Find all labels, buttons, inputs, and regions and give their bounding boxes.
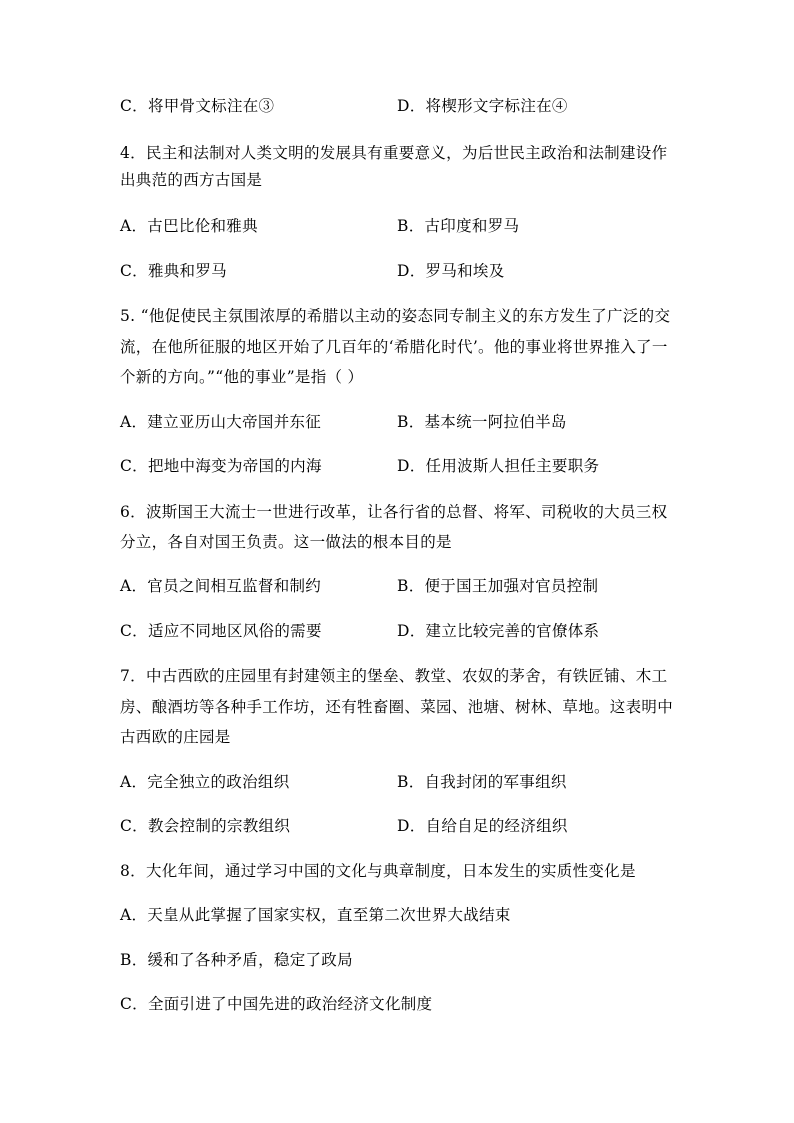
q7-stem-line-3: 古西欧的庄园是 bbox=[120, 728, 231, 746]
q7-stem-line-1: 7．中古西欧的庄园里有封建领主的堡垒、教堂、农奴的茅舍，有铁匠铺、木工 bbox=[120, 667, 668, 685]
q6-option-b: B．便于国王加强对官员控制 bbox=[397, 577, 599, 595]
q5-stem-line-3: 个新的方向。”“他的事业”是指（ ） bbox=[120, 368, 364, 386]
q5-stem-line-2: 流，在他所征服的地区开始了几百年的‘希腊化时代’。他的事业将世界推入了一 bbox=[120, 338, 668, 356]
q8-stem-line-1: 8．大化年间，通过学习中国的文化与典章制度，日本发生的实质性变化是 bbox=[120, 862, 636, 880]
q7-option-b: B．自我封闭的军事组织 bbox=[397, 773, 567, 791]
q4-option-d: D．罗马和埃及 bbox=[397, 262, 505, 280]
q8-option-b: B．缓和了各种矛盾，稳定了政局 bbox=[120, 951, 353, 969]
q5-stem-line-1: 5. “他促使民主氛围浓厚的希腊以主动的姿态同专制主义的东方发生了广泛的交 bbox=[120, 307, 671, 325]
q7-option-a: A．完全独立的政治组织 bbox=[120, 773, 290, 791]
q5-option-a: A．建立亚历山大帝国并东征 bbox=[120, 413, 322, 431]
q4-option-b: B．古印度和罗马 bbox=[397, 217, 520, 235]
q3-option-c: C．将甲骨文标注在③ bbox=[120, 97, 275, 115]
q7-option-c: C．教会控制的宗教组织 bbox=[120, 817, 291, 835]
q5-option-d: D．任用波斯人担任主要职务 bbox=[397, 457, 600, 475]
q6-option-c: C．适应不同地区风俗的需要 bbox=[120, 622, 322, 640]
q7-option-d: D．自给自足的经济组织 bbox=[397, 817, 568, 835]
q4-option-a: A．古巴比伦和雅典 bbox=[120, 217, 258, 235]
q7-stem-line-2: 房、酿酒坊等各种手工作坊，还有牲畜圈、菜园、池塘、树林、草地。这表明中 bbox=[120, 698, 674, 716]
q6-stem-line-2: 分立，各自对国王负责。这一做法的根本目的是 bbox=[120, 533, 452, 551]
q3-option-d: D．将楔形文字标注在④ bbox=[397, 97, 568, 115]
q8-option-c: C．全面引进了中国先进的政治经济文化制度 bbox=[120, 995, 433, 1013]
q5-option-b: B．基本统一阿拉伯半岛 bbox=[397, 413, 567, 431]
q5-option-c: C．把地中海变为帝国的内海 bbox=[120, 457, 322, 475]
q8-option-a: A．天皇从此掌握了国家实权，直至第二次世界大战结束 bbox=[120, 906, 511, 924]
q4-stem-line-1: 4．民主和法制对人类文明的发展具有重要意义，为后世民主政治和法制建设作 bbox=[120, 144, 668, 162]
q4-stem-line-2: 出典范的西方古国是 bbox=[120, 171, 263, 189]
q6-option-a: A．官员之间相互监督和制约 bbox=[120, 577, 322, 595]
q4-option-c: C．雅典和罗马 bbox=[120, 262, 227, 280]
q6-stem-line-1: 6．波斯国王大流士一世进行改革，让各行省的总督、将军、司税收的大员三权 bbox=[120, 503, 668, 521]
q6-option-d: D．建立比较完善的官僚体系 bbox=[397, 622, 600, 640]
